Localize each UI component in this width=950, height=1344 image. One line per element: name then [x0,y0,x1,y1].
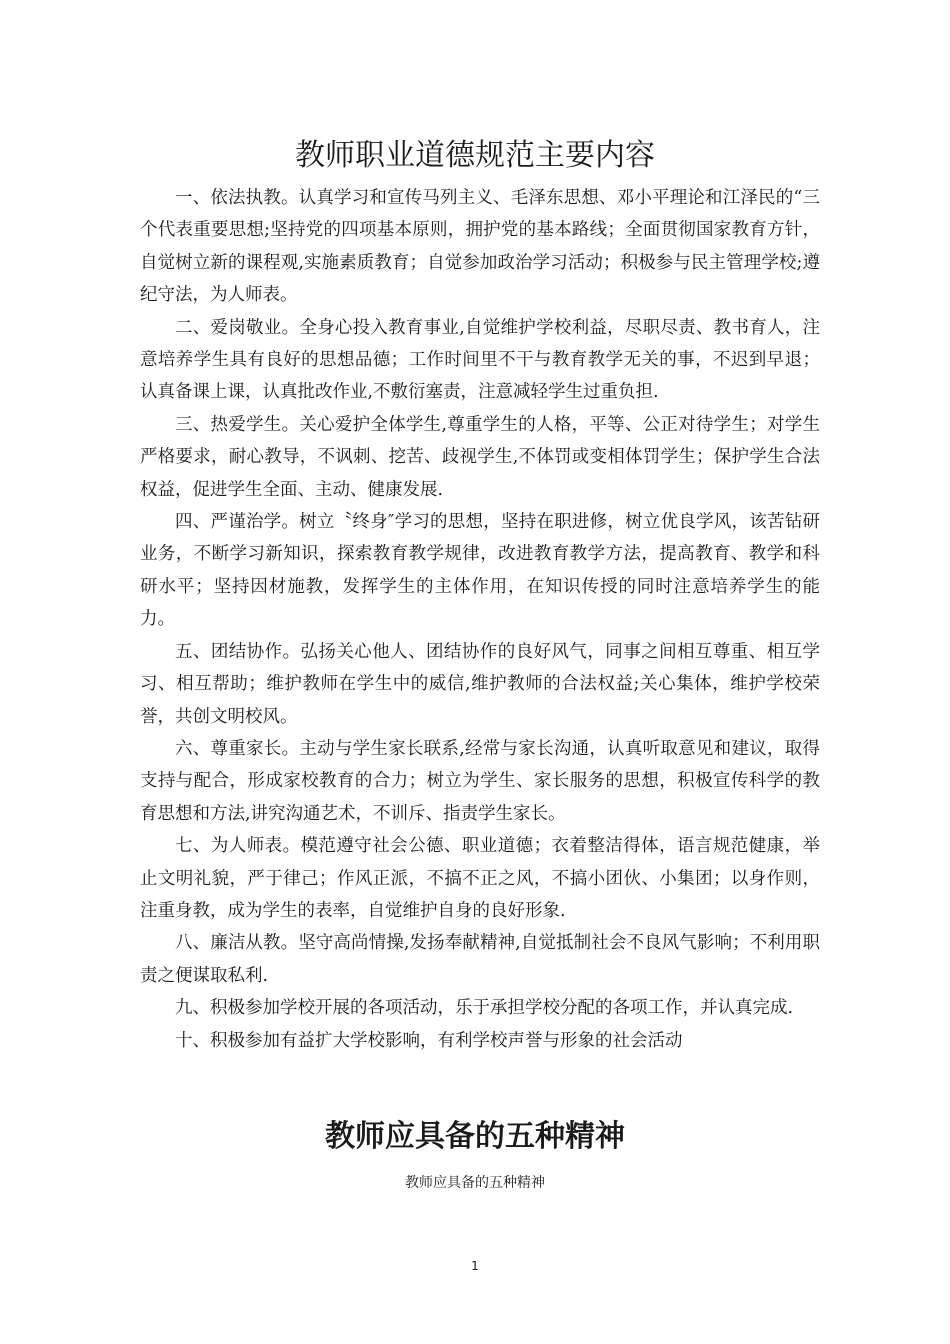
paragraph-6: 六、尊重家长。主动与学生家长联系,经常与家长沟通，认真听取意见和建议，取得支持与配合，形成家校教育的合力；树立为学生、家长服务的思想，积极宣传科学的教育思想和方法,讲究沟通艺术，不训斥、指责学生家长。 [140,738,820,824]
paragraph-7: 七、为人师表。模范遵守社会公德、职业道德；衣着整洁得体，语言规范健康，举止文明礼貌，严于律己；作风正派，不搞不正之风，不搞小团伙、小集团；以身作则，注重身教，成为学生的表率，自觉维护自身的良好形象. [140,836,820,921]
regulation-paragraphs [140,182,820,1057]
paragraph-2: 二、爱岗敬业。全身心投入教育事业,自觉维护学校利益，尽职尽责、教书育人，注意培养学生具有良好的思想品德；工作时间里不干与教育教学无关的事，不迟到早退；认真备课上课，认真批改作业,不敷衍塞责，注意减轻学生过重负担. [140,317,820,403]
document-title: 教师职业道德规范主要内容 [295,138,655,174]
paragraph-5: 五、团结协作。弘扬关心他人、团结协作的良好风气，同事之间相互尊重、相互学习、相互帮助；维护教师在学生中的威信,维护教师的合法权益;关心集体，维护学校荣誉，共创文明校风。 [140,641,820,727]
section-title: 教师应具备的五种精神 [325,1118,625,1154]
paragraph-9: 九、积极参加学校开展的各项活动，乐于承担学校分配的各项工作，并认真完成. [175,998,794,1019]
paragraph-8: 八、廉洁从教。坚守高尚情操,发扬奉献精神,自觉抵制社会不良风气影响；不利用职责之便谋取私利. [140,933,820,986]
page-number: 1 [471,1259,479,1273]
paragraph-10: 十、积极参加有益扩大学校影响，有利学校声誉与形象的社会活动 [175,1030,683,1051]
paragraph-1: 一、依法执教。认真学习和宣传马列主义、毛泽东思想、邓小平理论和江泽民的“三个代表重要思想;坚持党的四项基本原则，拥护党的基本路线；全面贯彻国家教育方针，自觉树立新的课程观,实施素质教育；自觉参加政治学习活动；积极参与民主管理学校;遵纪守法，为人师表。 [140,188,820,306]
paragraph-4: 四、严谨治学。树立〝终身″学习的思想，坚持在职进修，树立优良学风，该苦钻研业务，不断学习新知识，探索教育教学规律，改进教育教学方法，提高教育、教学和科研水平；坚持因材施教，发挥学生的主体作用，在知识传授的同时注意培养学生的能力。 [140,512,820,630]
paragraph-3: 三、热爱学生。关心爱护全体学生,尊重学生的人格，平等、公正对待学生；对学生严格要求，耐心教导，不讽刺、挖苦、歧视学生,不体罚或变相体罚学生；保护学生合法权益，促进学生全面、主动、健康发展. [140,414,820,500]
section-subtitle: 教师应具备的五种精神 [405,1175,545,1191]
